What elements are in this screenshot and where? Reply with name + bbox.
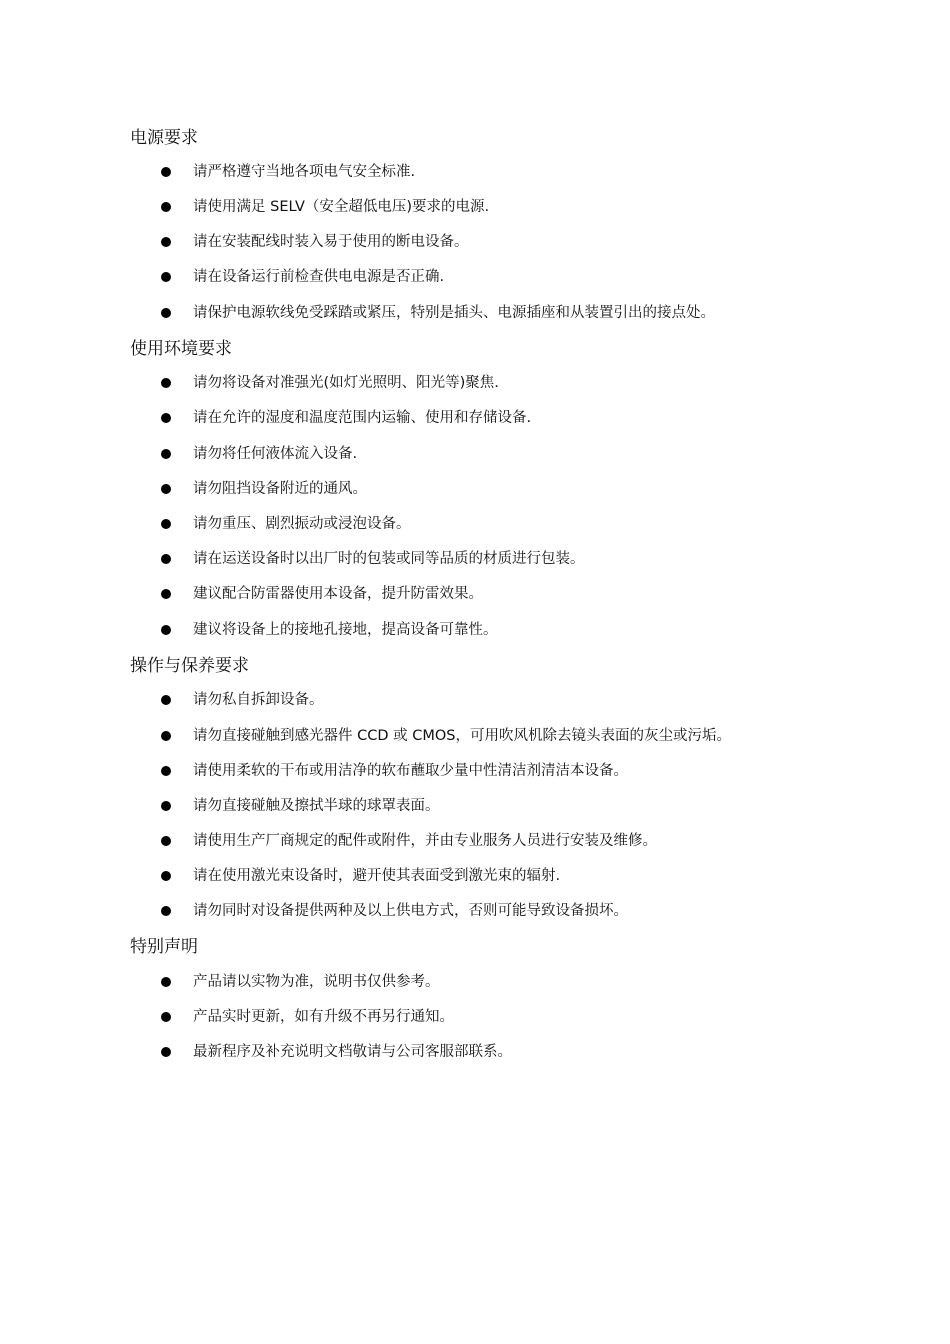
list-item-text: 最新程序及补充说明文档敬请与公司客服部联系。 bbox=[193, 1044, 512, 1060]
bullet-icon bbox=[161, 1012, 171, 1022]
list-item-text: 请在使用激光束设备时，避开使其表面受到激光束的辐射. bbox=[193, 868, 561, 884]
bullet-icon bbox=[161, 871, 171, 881]
bullet-icon bbox=[161, 766, 171, 776]
bullet-icon bbox=[161, 836, 171, 846]
list-item-text: 请勿重压、剧烈振动或浸泡设备。 bbox=[193, 516, 411, 532]
list-item-text: 请严格遵守当地各项电气安全标准. bbox=[193, 164, 416, 180]
bullet-icon bbox=[161, 695, 171, 705]
list-item-text: 请勿将任何液体流入设备. bbox=[193, 446, 358, 462]
list-item-text: 建议将设备上的接地孔接地，提高设备可靠性。 bbox=[193, 622, 498, 638]
list-item-text: 产品请以实物为准，说明书仅供参考。 bbox=[193, 974, 440, 990]
bullet-icon bbox=[161, 977, 171, 987]
list-item-text: 请勿直接碰触及擦拭半球的球罩表面。 bbox=[193, 798, 440, 814]
list-item-text: 请使用满足 SELV（安全超低电压)要求的电源. bbox=[193, 199, 490, 215]
list-item-text: 请使用柔软的干布或用洁净的软布蘸取少量中性清洁剂清洁本设备。 bbox=[193, 763, 628, 779]
bullet-icon bbox=[161, 484, 171, 494]
bullet-icon bbox=[161, 237, 171, 247]
list-item-text: 请在设备运行前检查供电电源是否正确. bbox=[193, 269, 445, 285]
list-item-text: 请勿直接碰触到感光器件 CCD 或 CMOS，可用吹风机除去镜头表面的灰尘或污垢。 bbox=[193, 728, 731, 744]
bullet-icon bbox=[161, 202, 171, 212]
section-title-power: 电源要求 bbox=[130, 128, 198, 148]
list-item-text: 请勿阻挡设备附近的通风。 bbox=[193, 481, 367, 497]
bullet-icon bbox=[161, 589, 171, 599]
bullet-icon bbox=[161, 413, 171, 423]
bullet-icon bbox=[161, 308, 171, 318]
bullet-icon bbox=[161, 449, 171, 459]
bullet-icon bbox=[161, 801, 171, 811]
bullet-icon bbox=[161, 554, 171, 564]
bullet-icon bbox=[161, 167, 171, 177]
list-item-text: 请勿将设备对准强光(如灯光照明、阳光等)聚焦. bbox=[193, 375, 499, 391]
section-title-operation: 操作与保养要求 bbox=[130, 656, 249, 676]
section-title-disclaimer: 特别声明 bbox=[130, 937, 198, 957]
list-item-text: 建议配合防雷器使用本设备，提升防雷效果。 bbox=[193, 586, 483, 602]
list-item-text: 请在运送设备时以出厂时的包装或同等品质的材质进行包装。 bbox=[193, 551, 585, 567]
list-item-text: 产品实时更新，如有升级不再另行通知。 bbox=[193, 1009, 454, 1025]
bullet-icon bbox=[161, 378, 171, 388]
list-item-text: 请使用生产厂商规定的配件或附件，并由专业服务人员进行安装及维修。 bbox=[193, 833, 657, 849]
list-item-text: 请勿私自拆卸设备。 bbox=[193, 692, 324, 708]
bullet-icon bbox=[161, 625, 171, 635]
bullet-icon bbox=[161, 272, 171, 282]
list-item-text: 请勿同时对设备提供两种及以上供电方式，否则可能导致设备损坏。 bbox=[193, 903, 628, 919]
bullet-icon bbox=[161, 906, 171, 916]
bullet-icon bbox=[161, 1047, 171, 1057]
section-title-environment: 使用环境要求 bbox=[130, 339, 232, 359]
bullet-icon bbox=[161, 519, 171, 529]
list-item-text: 请在安装配线时装入易于使用的断电设备。 bbox=[193, 234, 469, 250]
bullet-icon bbox=[161, 731, 171, 741]
list-item-text: 请保护电源软线免受踩踏或紧压，特别是插头、电源插座和从装置引出的接点处。 bbox=[193, 305, 715, 321]
list-item-text: 请在允许的湿度和温度范围内运输、使用和存储设备. bbox=[193, 410, 532, 426]
